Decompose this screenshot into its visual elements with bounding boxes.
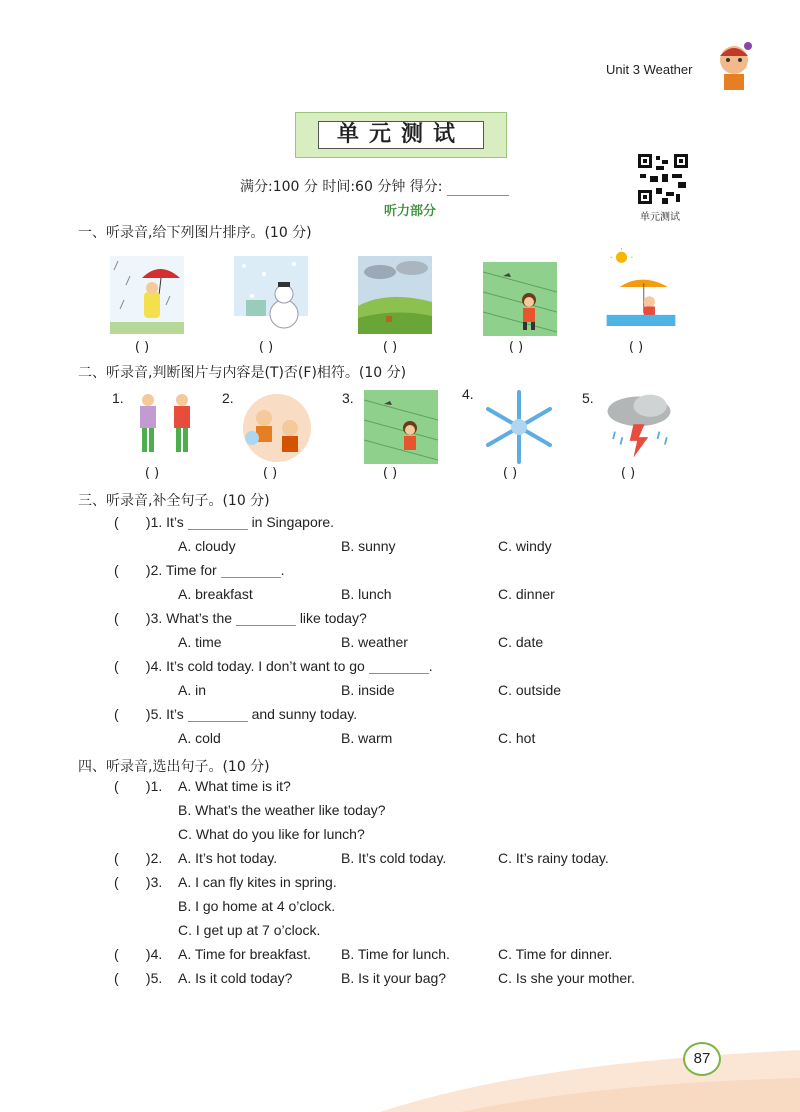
option-a: A. in	[178, 682, 207, 698]
question-4-3	[114, 874, 162, 890]
question-stem: )5. It’s	[145, 706, 184, 722]
answer-paren-4[interactable]: ( )	[508, 340, 524, 355]
answer-blank[interactable]	[188, 721, 248, 722]
thunderstorm-picture	[602, 388, 676, 466]
option-c: C. It’s rainy today.	[498, 850, 609, 866]
unit-header: Unit 3 Weather	[606, 62, 693, 77]
question-4-1	[114, 778, 162, 794]
option-c: C. windy	[498, 538, 552, 554]
picture-number: 2.	[222, 390, 234, 406]
picture-number: 1.	[112, 390, 124, 406]
question-4-5	[114, 970, 162, 986]
page-title: 单元测试	[318, 121, 484, 149]
option-a: A. breakfast	[178, 586, 253, 602]
question-3-3	[114, 610, 367, 626]
option-b: B. It’s cold today.	[341, 850, 447, 866]
question-number: )3.	[145, 874, 163, 890]
option-b: B. sunny	[341, 538, 396, 554]
question-3-5	[114, 706, 357, 722]
score-blank[interactable]	[447, 195, 509, 196]
question-4-4	[114, 946, 162, 962]
question-stem-end: and sunny today.	[251, 706, 358, 722]
option-c: C. Is she your mother.	[498, 970, 635, 986]
score-line	[240, 176, 509, 196]
question-stem: )1. It’s	[145, 514, 184, 530]
option-b: B. What’s the weather like today?	[178, 802, 386, 818]
qr-label: 单元测试	[640, 212, 680, 223]
qr-code-icon	[636, 152, 690, 206]
option-a: A. Time for breakfast.	[178, 946, 312, 962]
answer-blank[interactable]	[236, 625, 296, 626]
open-paren[interactable]: (	[114, 562, 119, 578]
question-stem: )2. Time for	[145, 562, 217, 578]
answer-paren-3[interactable]: ( )	[382, 340, 398, 355]
option-c: C. outside	[498, 682, 562, 698]
option-c: C. Time for dinner.	[498, 946, 613, 962]
option-b: B. Time for lunch.	[341, 946, 450, 962]
section4-title: 四、听录音,选出句子。(10 分)	[78, 759, 270, 775]
open-paren[interactable]: (	[114, 658, 119, 674]
option-a: A. I can fly kites in spring.	[178, 874, 337, 890]
answer-blank[interactable]	[188, 529, 248, 530]
option-c: C. I get up at 7 o’clock.	[178, 922, 321, 938]
option-a: A. cloudy	[178, 538, 236, 554]
option-b: B. Is it your bag?	[341, 970, 447, 986]
answer-paren-2[interactable]: ( )	[258, 340, 274, 355]
score-text: 满分:100 分 时间:60 分钟 得分:	[240, 179, 443, 195]
picture-number: 5.	[582, 390, 594, 406]
open-paren[interactable]: (	[114, 970, 119, 986]
answer-paren-5[interactable]: ( )	[628, 340, 644, 355]
question-3-2	[114, 562, 284, 578]
option-a: A. time	[178, 634, 222, 650]
question-3-4	[114, 658, 433, 674]
option-a: A. Is it cold today?	[178, 970, 293, 986]
answer-paren-t1[interactable]: ( )	[144, 466, 160, 481]
question-stem: )4. It’s cold today. I don’t want to go	[145, 658, 365, 674]
question-stem-end: .	[428, 658, 433, 674]
open-paren[interactable]: (	[114, 874, 119, 890]
option-b: B. lunch	[341, 586, 392, 602]
cloudy-hills-picture	[358, 256, 432, 334]
snowman-picture	[234, 256, 308, 334]
windy-girl-picture	[483, 260, 557, 338]
title-banner	[295, 112, 507, 158]
picture-number: 4.	[462, 386, 474, 402]
section3-title: 三、听录音,补全句子。(10 分)	[78, 493, 270, 509]
option-b: B. inside	[341, 682, 395, 698]
option-b: B. I go home at 4 o’clock.	[178, 898, 336, 914]
open-paren[interactable]: (	[114, 610, 119, 626]
rain-umbrella-picture	[110, 256, 184, 334]
option-c: C. date	[498, 634, 544, 650]
answer-paren-1[interactable]: ( )	[134, 340, 150, 355]
two-kids-picture	[130, 388, 204, 466]
answer-paren-t3[interactable]: ( )	[382, 466, 398, 481]
question-number: )4.	[145, 946, 163, 962]
question-stem-end: in Singapore.	[251, 514, 335, 530]
mascot-icon	[712, 40, 756, 92]
hot-weather-kids-picture	[240, 388, 314, 466]
page-number: 87	[683, 1042, 721, 1076]
option-a: A. cold	[178, 730, 221, 746]
open-paren[interactable]: (	[114, 850, 119, 866]
answer-paren-t4[interactable]: ( )	[502, 466, 518, 481]
open-paren[interactable]: (	[114, 706, 119, 722]
picture-number: 3.	[342, 390, 354, 406]
question-number: )5.	[145, 970, 163, 986]
section2-title: 二、听录音,判断图片与内容是(T)否(F)相符。(10 分)	[78, 365, 407, 381]
question-stem: )3. What’s the	[145, 610, 233, 626]
option-a: A. It’s hot today.	[178, 850, 278, 866]
section1-title: 一、听录音,给下列图片排序。(10 分)	[78, 225, 312, 241]
open-paren[interactable]: (	[114, 946, 119, 962]
question-stem-end: like today?	[299, 610, 367, 626]
answer-blank[interactable]	[369, 673, 429, 674]
answer-paren-t2[interactable]: ( )	[262, 466, 278, 481]
listening-label: 听力部分	[384, 204, 437, 219]
windy-girl-picture-2	[364, 388, 438, 466]
sunny-beach-picture	[604, 248, 678, 326]
snowflake-picture	[482, 388, 556, 466]
question-number: )1.	[145, 778, 163, 794]
option-c: C. What do you like for lunch?	[178, 826, 365, 842]
option-b: B. weather	[341, 634, 408, 650]
question-number: )2.	[145, 850, 163, 866]
option-c: C. hot	[498, 730, 536, 746]
open-paren[interactable]: (	[114, 514, 119, 530]
open-paren[interactable]: (	[114, 778, 119, 794]
option-a: A. What time is it?	[178, 778, 291, 794]
footer-wave	[0, 1020, 800, 1112]
answer-blank[interactable]	[221, 577, 281, 578]
option-c: C. dinner	[498, 586, 555, 602]
answer-paren-t5[interactable]: ( )	[620, 466, 636, 481]
question-3-1	[114, 514, 334, 530]
question-stem-end: .	[280, 562, 285, 578]
option-b: B. warm	[341, 730, 393, 746]
question-4-2	[114, 850, 162, 866]
